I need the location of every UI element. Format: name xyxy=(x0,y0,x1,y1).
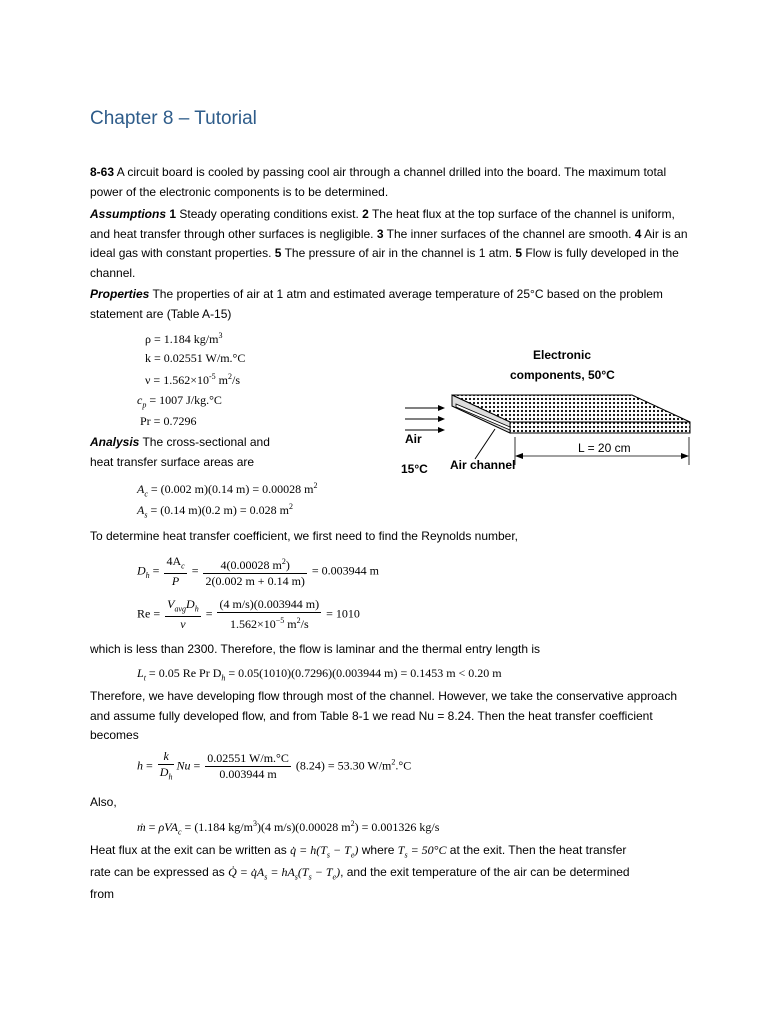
developing-paragraph: Therefore, we have developing flow through most of the channel. However, we take the conservative approach and assume fully developed flow, and from Table 8-1 we read Nu = 8.24. Then the heat transfer coefficient becomes xyxy=(90,689,678,742)
problem-statement xyxy=(90,163,690,202)
problem-text: A circuit board is cooled by passing cool air through a channel drilled into the board. The maximum total power of the electronic components is to be determined. xyxy=(90,165,667,199)
rate-text: rate can be expressed as Q̇ = $q̇A_s = hA_s(T_s - T_e)$, and the exit temperature of the air can be determined xyxy=(90,865,630,882)
figure-temp-label: 15°C xyxy=(401,462,428,476)
figure-components-temp: components, 50°C xyxy=(510,368,615,382)
prop-pr: Pr = 0.7296 xyxy=(140,414,197,428)
problem-number: 8-63 xyxy=(90,165,115,179)
figure-components-label: Electronic xyxy=(533,348,592,362)
channel-leader-line xyxy=(475,429,495,459)
assumptions-paragraph: Assumptions 1 Steady operating conditions exist. 2 The heat flux at the top surface of the channel is uniform, and heat transfer through other surfaces is negligible. 3 The inner surfaces of the channel are smooth. 4 Air is an ideal gas with constant properties. 5 The pressure of air in the channel is 1 atm. 5 Flow is fully developed in the channel. xyxy=(90,207,688,280)
prop-k: k = 0.02551 W/m.°C xyxy=(145,351,246,365)
from-text: from xyxy=(90,887,114,901)
properties-paragraph: Properties The properties of air at 1 atm and estimated average temperature of 25°C based on the problem statement are (Table A-15) xyxy=(90,287,663,321)
board-front-face xyxy=(510,422,690,433)
analysis-paragraph: Analysis The cross-sectional and heat transfer surface areas are xyxy=(90,435,270,469)
eq-re: Re = $\frac{V_{avg}D_h}{\nu}$ = $\frac{(4 m/s)(0.003944 m)}{1.562\times 10^{-5} m^2/s}$ = 1010 xyxy=(137,597,360,632)
figure-air-label: Air xyxy=(405,432,422,446)
eq-lt: $L_t = 0.05$ Re Pr $D_h = 0.05(1010)(0.7296)(0.003944$ m) = 0.1453 m < 0.20 m xyxy=(137,666,502,683)
also-text: Also, xyxy=(90,795,117,809)
figure-length-label: L = 20 cm xyxy=(578,441,631,455)
properties-label: Properties xyxy=(90,287,150,301)
flux-text: Heat flux at the exit can be written as q̇ = $h(T_s - T_e)$ where $T_s = 50^\circ C$ at the exit. Then the heat transfer xyxy=(90,843,627,860)
assumptions-label: Assumptions xyxy=(90,207,167,221)
figure-channel-label: Air channel xyxy=(450,458,516,472)
prop-cp: $c_p = 1007$ J/kg.°C xyxy=(137,393,222,410)
prop-rho: ρ = 1.184 $kg/m^3$ xyxy=(145,331,223,346)
channel-figure xyxy=(400,385,700,475)
laminar-text: which is less than 2300. Therefore, the flow is laminar and the thermal entry length is xyxy=(90,642,541,656)
reynolds-intro: To determine heat transfer coefficient, we first need to find the Reynolds number, xyxy=(90,529,519,543)
analysis-label: Analysis xyxy=(90,435,140,449)
eq-as: $A_s = (0.14$ m)(0.2 m) = 0.028 $m^2$ xyxy=(137,502,293,520)
page-title: Chapter 8 – Tutorial xyxy=(90,108,257,129)
eq-dh: $D_h$ = $\frac{4A_c}{P}$ = $\frac{4(0.00028 m^2)}{2(0.002 m + 0.14 m)}$ = 0.003944 m xyxy=(137,554,380,589)
eq-mdot: ṁ = ρVA$_c$ = (1.184 $kg/m^3)(4$ m/s)(0.00028 $m^2) = 0.001326$ kg/s xyxy=(137,819,440,837)
eq-h: h = $\frac{k}{D_h}$ Nu = $\frac{0.02551 W/m.^\circ C}{0.003944 m}$ (8.24) = 53.30 $W/m^2.^\circ C$ xyxy=(137,749,412,782)
eq-ac: $A_c = (0.002$ m)(0.14 m) = 0.00028 $m^2$ xyxy=(137,481,318,499)
prop-nu: $\nu = 1.562\times 10^{-5}$ $m^2/s$ xyxy=(145,372,240,387)
